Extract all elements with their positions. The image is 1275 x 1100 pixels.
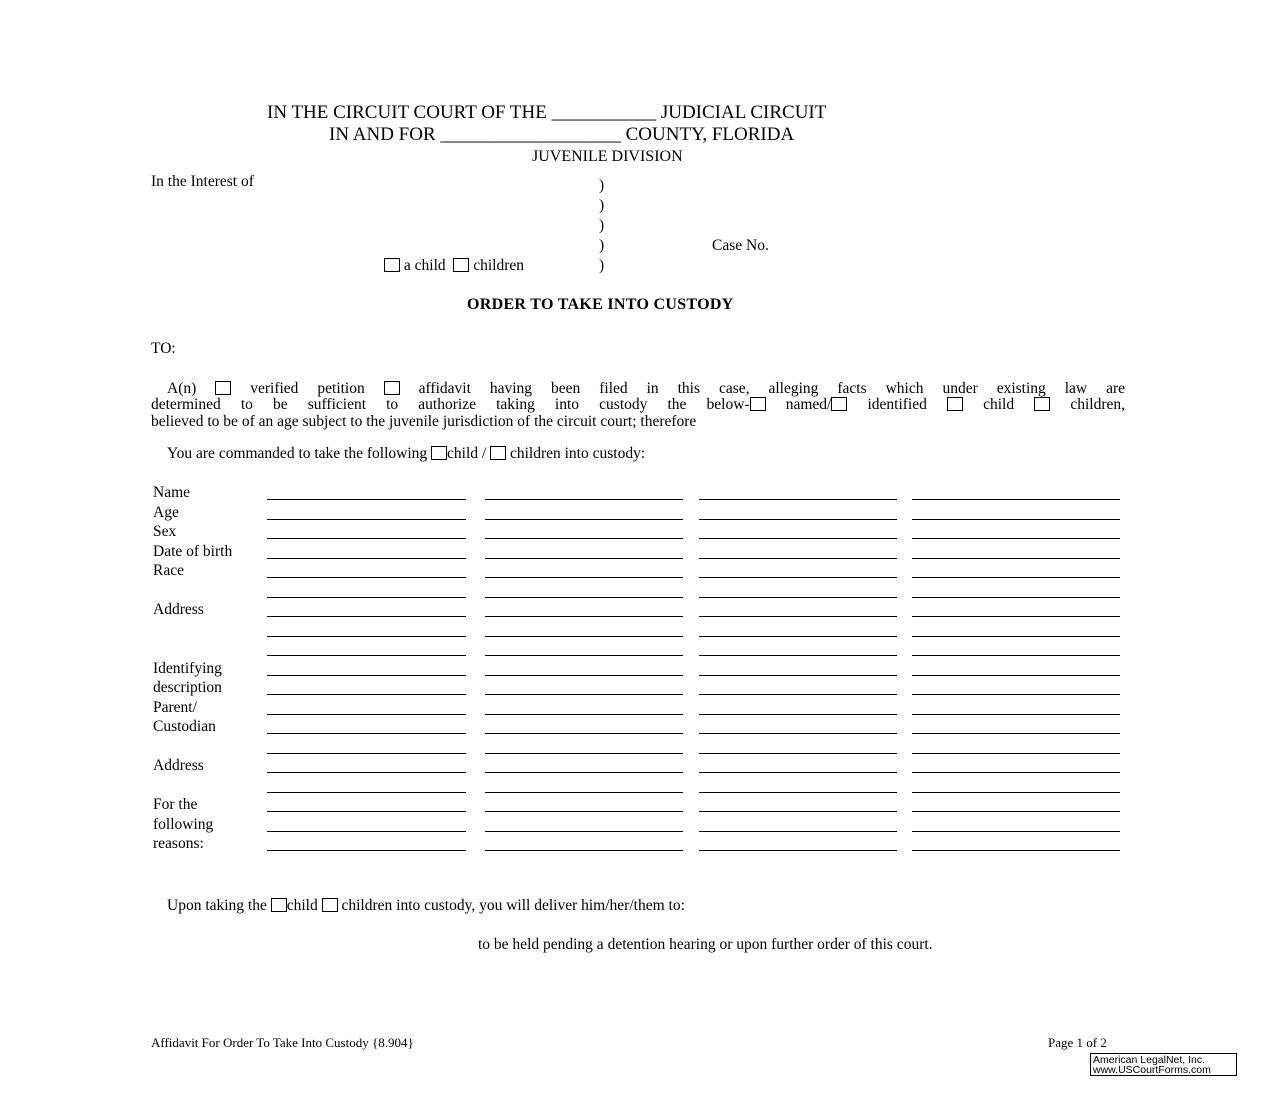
identified-checkbox[interactable] — [831, 397, 847, 411]
publisher-name: American LegalNet, Inc. — [1093, 1054, 1206, 1066]
blank-field-line[interactable] — [485, 850, 683, 851]
caption-paren: ) — [599, 237, 605, 254]
blank-field-line[interactable] — [699, 519, 897, 520]
blank-field-line[interactable] — [912, 733, 1120, 734]
table-row-label: reasons: — [153, 835, 204, 852]
blank-field-line[interactable] — [485, 772, 683, 773]
delivery-line — [167, 897, 685, 915]
blank-field-line[interactable] — [912, 772, 1120, 773]
blank-field-line[interactable] — [699, 850, 897, 851]
blank-field-line[interactable] — [912, 499, 1120, 500]
blank-field-line[interactable] — [485, 753, 683, 754]
blank-field-line[interactable] — [699, 772, 897, 773]
held-pending-text: to be held pending a detention hearing or upon further order of this court. — [478, 936, 933, 953]
delivery-child-label: child — [286, 897, 318, 914]
table-row-label: Race — [153, 562, 184, 579]
caption-paren: ) — [599, 197, 605, 214]
command-text: You are commanded to take the following — [167, 445, 428, 462]
blank-field-line[interactable] — [912, 850, 1120, 851]
paragraph-text: A(n) — [167, 380, 197, 397]
named-label: named/ — [785, 396, 832, 413]
paragraph-line-2 — [151, 397, 1125, 413]
blank-field-line[interactable] — [267, 597, 466, 598]
footer-page-number: Page 1 of 2 — [1048, 1035, 1107, 1050]
child-checkbox[interactable] — [947, 397, 963, 411]
blank-field-line[interactable] — [485, 597, 683, 598]
blank-field-line[interactable] — [485, 714, 683, 715]
blank-field-line[interactable] — [699, 811, 897, 812]
children-label: children — [473, 257, 525, 274]
blank-field-line[interactable] — [699, 694, 897, 695]
blank-field-line[interactable] — [485, 499, 683, 500]
blank-field-line[interactable] — [267, 772, 466, 773]
table-row-label: Identifying — [153, 659, 222, 677]
blank-field-line[interactable] — [485, 577, 683, 578]
division-label: JUVENILE DIVISION — [532, 148, 683, 165]
blank-field-line[interactable] — [699, 792, 897, 793]
blank-field-line[interactable] — [267, 499, 466, 500]
paragraph-line-1 — [151, 381, 1125, 397]
blank-field-line[interactable] — [699, 714, 897, 715]
blank-field-line[interactable] — [699, 831, 897, 832]
court-header-line2: IN AND FOR ___________________ COUNTY, FLORIDA — [329, 124, 795, 145]
blank-field-line[interactable] — [912, 616, 1120, 617]
blank-field-line[interactable] — [912, 636, 1120, 637]
blank-field-line[interactable] — [699, 597, 897, 598]
table-row-label: Sex — [153, 523, 177, 540]
delivery-child-checkbox[interactable] — [271, 898, 287, 912]
blank-field-line[interactable] — [485, 831, 683, 832]
to-label: TO: — [151, 340, 176, 357]
blank-field-line[interactable] — [267, 616, 466, 617]
blank-field-line[interactable] — [912, 831, 1120, 832]
verified-petition-checkbox[interactable] — [215, 381, 231, 395]
order-title: ORDER TO TAKE INTO CUSTODY — [467, 296, 734, 313]
table-row-label: Address — [153, 757, 204, 774]
blank-field-line[interactable] — [485, 733, 683, 734]
blank-field-line[interactable] — [267, 558, 466, 559]
blank-field-line[interactable] — [485, 616, 683, 617]
blank-field-line[interactable] — [912, 655, 1120, 656]
a-child-checkbox[interactable] — [384, 258, 400, 272]
blank-field-line[interactable] — [699, 558, 897, 559]
blank-field-line[interactable] — [267, 753, 466, 754]
caption-paren: ) — [599, 177, 605, 194]
affidavit-checkbox[interactable] — [384, 381, 400, 395]
blank-field-line[interactable] — [267, 519, 466, 520]
blank-field-line[interactable] — [485, 519, 683, 520]
blank-field-line[interactable] — [699, 616, 897, 617]
child-label: child — [983, 396, 1015, 413]
blank-field-line[interactable] — [912, 558, 1120, 559]
blank-field-line[interactable] — [485, 792, 683, 793]
blank-field-line[interactable] — [267, 733, 466, 734]
blank-field-line[interactable] — [267, 655, 466, 656]
caption-paren: ) — [599, 217, 605, 234]
table-row-label: For the — [153, 796, 198, 813]
table-row-label: following — [153, 815, 214, 833]
delivery-children-checkbox[interactable] — [322, 898, 338, 912]
a-child-label: a child — [403, 257, 446, 274]
command-child-checkbox[interactable] — [431, 446, 447, 460]
blank-field-line[interactable] — [699, 733, 897, 734]
blank-field-line[interactable] — [699, 577, 897, 578]
table-row-label: Age — [153, 503, 179, 521]
blank-field-line[interactable] — [267, 811, 466, 812]
blank-field-line[interactable] — [699, 675, 897, 676]
children-checkbox[interactable] — [1034, 397, 1050, 411]
publisher-url: www.USCourtForms.com — [1093, 1064, 1211, 1076]
blank-field-line[interactable] — [912, 792, 1120, 793]
blank-field-line[interactable] — [912, 675, 1120, 676]
paragraph-text: affidavit having been filed in this case, alleging facts which under existing law are — [418, 380, 1126, 397]
blank-field-line[interactable] — [485, 811, 683, 812]
publisher-badge[interactable] — [1090, 1053, 1237, 1076]
blank-field-line[interactable] — [485, 694, 683, 695]
blank-field-line[interactable] — [699, 655, 897, 656]
blank-field-line[interactable] — [267, 714, 466, 715]
identified-label: identified — [867, 396, 927, 413]
delivery-text: children into custody, you will deliver him/her/them to: — [341, 897, 685, 914]
blank-field-line[interactable] — [485, 675, 683, 676]
blank-field-line[interactable] — [267, 694, 466, 695]
blank-field-line[interactable] — [485, 558, 683, 559]
blank-field-line[interactable] — [912, 538, 1120, 539]
verified-petition-label: verified petition — [250, 380, 365, 397]
delivery-text: Upon taking the — [167, 897, 267, 914]
blank-field-line[interactable] — [485, 538, 683, 539]
blank-field-line[interactable] — [267, 831, 466, 832]
blank-field-line[interactable] — [267, 538, 466, 539]
blank-field-line[interactable] — [267, 577, 466, 578]
command-children-checkbox[interactable] — [490, 446, 506, 460]
court-header-line1: IN THE CIRCUIT COURT OF THE ___________ JUDICIAL CIRCUIT — [267, 102, 827, 123]
command-line — [167, 445, 645, 463]
caption-paren: ) — [599, 257, 605, 274]
blank-field-line[interactable] — [912, 714, 1120, 715]
table-row-label: description — [153, 679, 222, 696]
blank-field-line[interactable] — [912, 597, 1120, 598]
children-label: children, — [1070, 396, 1126, 413]
blank-field-line[interactable] — [699, 636, 897, 637]
blank-field-line[interactable] — [485, 636, 683, 637]
blank-field-line[interactable] — [912, 577, 1120, 578]
named-checkbox[interactable] — [750, 397, 766, 411]
blank-field-line[interactable] — [267, 792, 466, 793]
blank-field-line[interactable] — [699, 538, 897, 539]
blank-field-line[interactable] — [485, 655, 683, 656]
command-children-label: children into custody: — [509, 445, 646, 462]
blank-field-line[interactable] — [912, 753, 1120, 754]
blank-field-line[interactable] — [912, 811, 1120, 812]
table-row-label: Address — [153, 601, 204, 618]
paragraph-line-3: believed to be of an age subject to the juvenile jurisdiction of the circuit court; therefore — [151, 413, 697, 430]
table-row-label: Date of birth — [153, 542, 233, 560]
blank-field-line[interactable] — [699, 753, 897, 754]
in-the-interest-of-label: In the Interest of — [151, 173, 254, 190]
table-row-label: Parent/ — [153, 698, 197, 716]
blank-field-line[interactable] — [912, 694, 1120, 695]
blank-field-line[interactable] — [912, 519, 1120, 520]
paragraph-text: determined to be sufficient to authorize taking into custody the below- — [151, 396, 750, 413]
blank-field-line[interactable] — [267, 636, 466, 637]
table-row-label: Custodian — [153, 718, 216, 735]
blank-field-line[interactable] — [267, 675, 466, 676]
table-row-label: Name — [153, 484, 191, 501]
blank-field-line[interactable] — [267, 850, 466, 851]
blank-field-line[interactable] — [699, 499, 897, 500]
case-number-label: Case No. — [712, 237, 769, 254]
children-checkbox[interactable] — [453, 258, 469, 272]
footer-form-title: Affidavit For Order To Take Into Custody {8.904} — [151, 1035, 414, 1050]
command-child-label: child / — [447, 445, 487, 462]
